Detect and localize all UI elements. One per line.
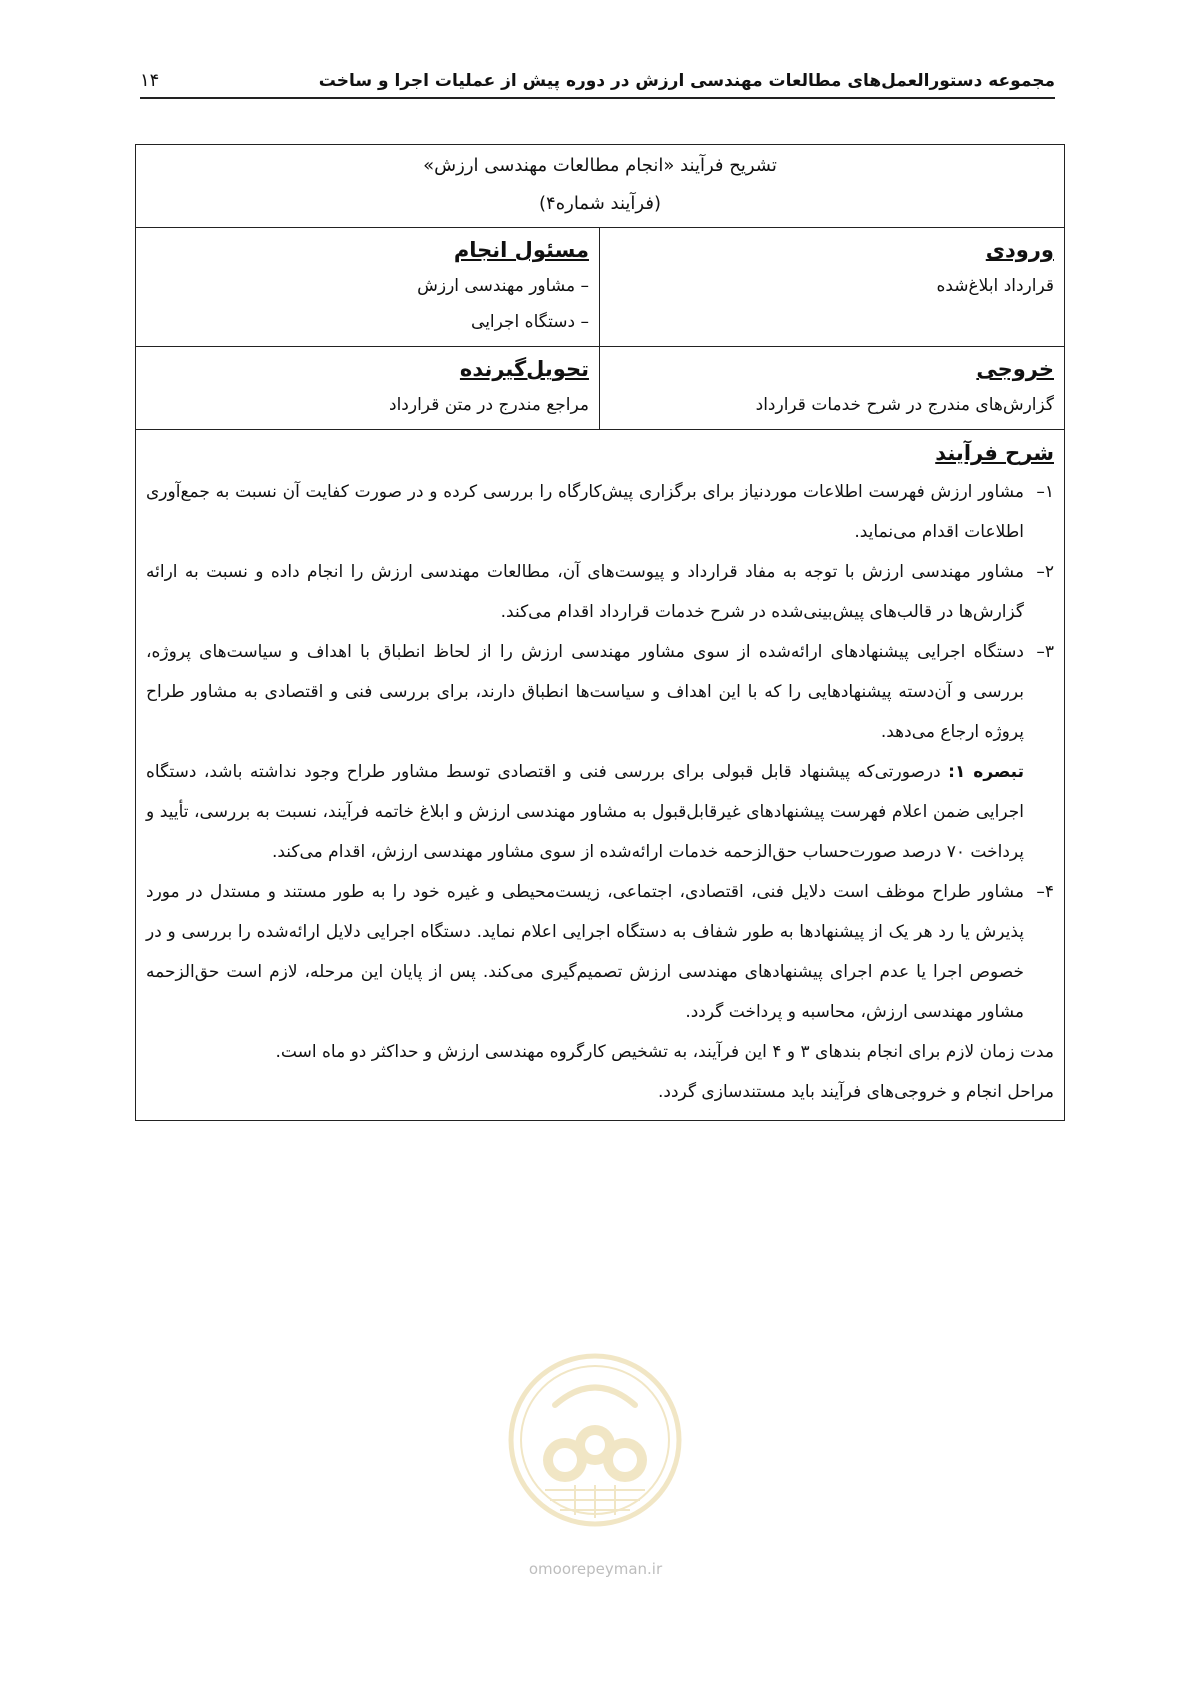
responsible-item: – دستگاه اجرایی xyxy=(471,312,589,332)
running-title: مجموعه دستورالعمل‌های مطالعات مهندسی ارزش در دوره پیش از عملیات اجرا و ساخت xyxy=(318,71,1055,91)
output-value: گزارش‌های مندرج در شرح خدمات قرارداد xyxy=(755,395,1054,415)
step-item xyxy=(146,632,1054,752)
output-cell xyxy=(600,347,1064,429)
step-item xyxy=(146,872,1054,1032)
input-row xyxy=(136,228,1064,347)
step-item xyxy=(146,552,1054,632)
process-table xyxy=(135,144,1065,1121)
step-number: ۴– xyxy=(1036,882,1054,902)
responsible-cell xyxy=(136,228,600,346)
note-paragraph xyxy=(146,752,1054,872)
responsible-heading: مسئول انجام xyxy=(453,238,589,262)
step-number: ۲– xyxy=(1036,562,1054,582)
closing-line: مراحل انجام و خروجی‌های فرآیند باید مستندسازی گردد. xyxy=(658,1082,1054,1102)
page-header xyxy=(140,70,1055,99)
caption-line-1: تشریح فرآیند «انجام مطالعات مهندسی ارزش» xyxy=(423,155,777,176)
description-heading: شرح فرآیند xyxy=(935,441,1054,465)
closing-line: مدت زمان لازم برای انجام بندهای ۳ و ۴ این فرآیند، به تشخیص کارگروه مهندسی ارزش و حداکثر دو ماه است. xyxy=(275,1042,1054,1062)
watermark-url: omoorepeyman.ir xyxy=(528,1560,663,1578)
page-number: ۱۴ xyxy=(140,70,160,91)
step-number: ۳– xyxy=(1036,642,1054,662)
watermark-logo xyxy=(505,1350,685,1530)
process-description xyxy=(136,430,1064,1120)
responsible-item: – مشاور مهندسی ارزش xyxy=(417,276,589,296)
step-text: دستگاه اجرایی پیشنهادهای ارائه‌شده از سوی مشاور مهندسی ارزش را از لحاظ انطباق با اهداف و سیاست‌های پروژه، بررسی و آن‌دسته پیشنهادهایی را که با این اهداف و سیاست‌ها انطباق دارند، برای بررسی فنی و اقتصادی به مشاور طراح پروژه ارجاع می‌دهد. xyxy=(146,642,1024,742)
input-heading: ورودی xyxy=(985,238,1054,262)
input-cell xyxy=(600,228,1064,346)
receiver-cell xyxy=(136,347,600,429)
step-text: مشاور طراح موظف است دلایل فنی، اقتصادی، اجتماعی، زیست‌محیطی و غیره خود را به طور مستند و مستدل در مورد پذیرش یا رد هر یک از پیشنهادها به طور شفاف به دستگاه اجرایی اعلام نماید. دستگاه اجرایی دلایل ارائه‌شده را بررسی و در خصوص اجرا یا عدم اجرای پیشنهادهای مهندسی ارزش تصمیم‌گیری می‌کند. پس از پایان این مرحله، لازم است حق‌الزحمه مشاور مهندسی ارزش، محاسبه و پرداخت گردد. xyxy=(146,882,1024,1022)
output-heading: خروجی xyxy=(976,357,1054,381)
step-number: ۱– xyxy=(1036,482,1054,502)
table-caption xyxy=(136,145,1064,228)
note-label: تبصره ۱: xyxy=(948,762,1024,782)
input-value: قرارداد ابلاغ‌شده xyxy=(936,276,1054,296)
output-row xyxy=(136,347,1064,430)
step-text: مشاور ارزش فهرست اطلاعات موردنیاز برای برگزاری پیش‌کارگاه را بررسی کرده و در صورت کفایت آن نسبت به جمع‌آوری اطلاعات اقدام می‌نماید. xyxy=(146,482,1024,542)
caption-line-2: (فرآیند شماره۴) xyxy=(539,193,661,214)
note-text: درصورتی‌که پیشنهاد قابل قبولی برای بررسی فنی و اقتصادی توسط مشاور طراح وجود نداشته باشد، دستگاه اجرایی ضمن اعلام فهرست پیشنهادهای غیرقابل‌قبول به مشاور مهندسی ارزش و ابلاغ خاتمه فرآیند، نسبت به بررسی، تأیید و پرداخت ۷۰ درصد صورت‌حساب حق‌الزحمه خدمات ارائه‌شده از سوی مشاور مهندسی ارزش، اقدام می‌کند. xyxy=(146,762,1024,862)
receiver-heading: تحویل‌گیرنده xyxy=(459,357,589,381)
step-item xyxy=(146,472,1054,552)
receiver-value: مراجع مندرج در متن قرارداد xyxy=(389,395,589,415)
step-text: مشاور مهندسی ارزش با توجه به مفاد قرارداد و پیوست‌های آن، مطالعات مهندسی ارزش را انجام داده و نسبت به ارائه گزارش‌ها در قالب‌های پیش‌بینی‌شده در شرح خدمات قرارداد اقدام می‌کند. xyxy=(146,562,1024,622)
